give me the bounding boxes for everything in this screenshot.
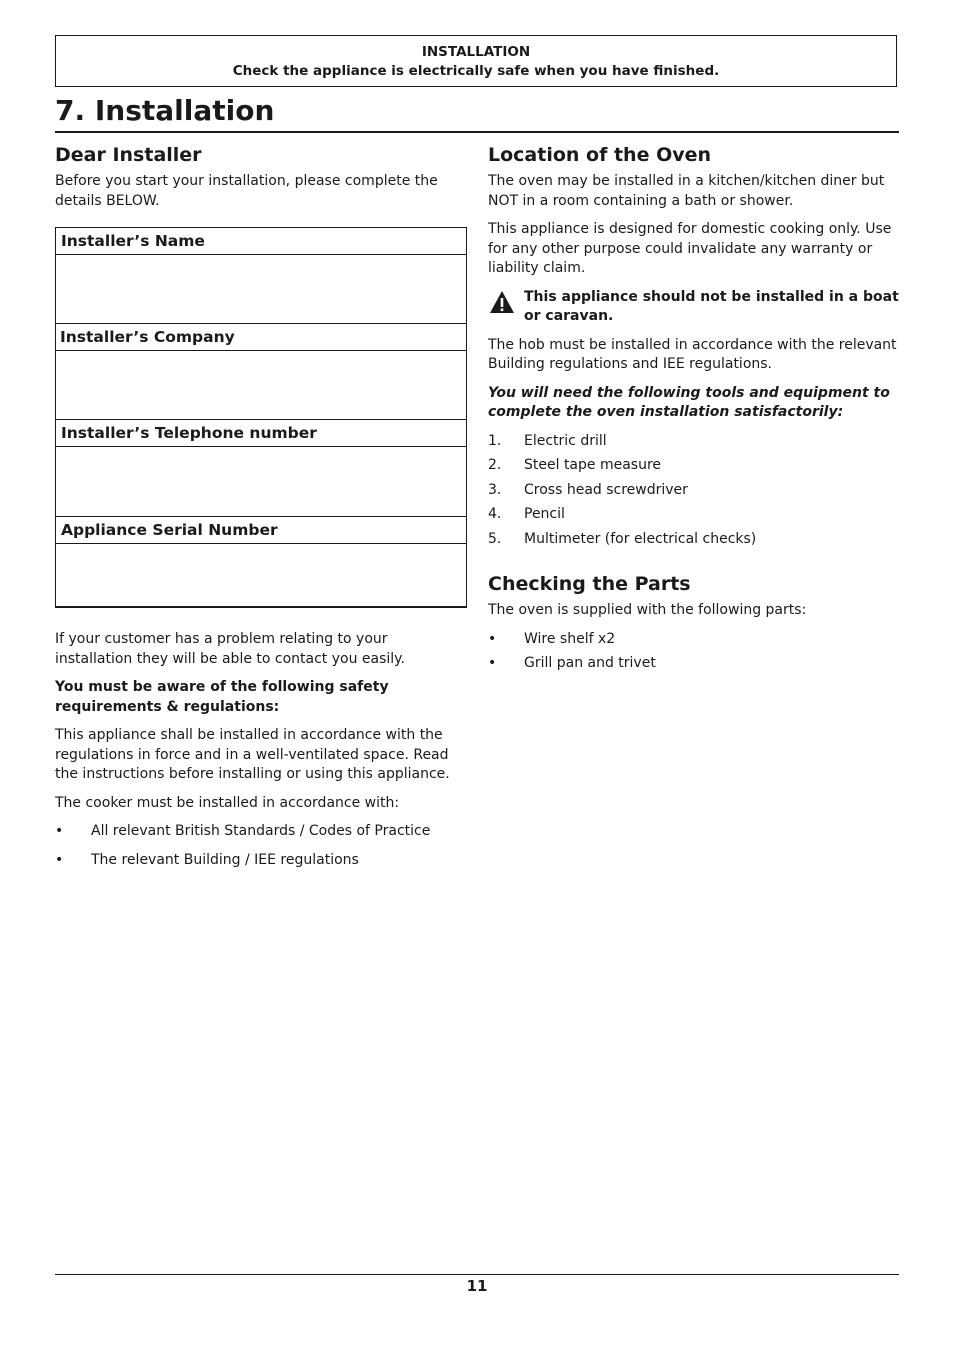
bullet-icon: • — [55, 823, 64, 839]
tools-intro: You will need the following tools and equipment to complete the oven installation satisfactorily: — [488, 384, 890, 420]
parts-list — [488, 630, 900, 674]
installer-telephone-field[interactable] — [56, 447, 466, 517]
banner-subtitle: Check the appliance is electrically safe when you have finished. — [232, 63, 720, 79]
domestic-use-paragraph: This appliance is designed for domestic cooking only. Use for any other purpose could invalidate any warranty or liability claim. — [488, 221, 892, 276]
installer-company-field[interactable] — [56, 351, 466, 420]
list-item: 5. Multimeter (for electrical checks) — [488, 530, 757, 547]
installer-details-form — [55, 227, 467, 608]
safety-heading: You must be aware of the following safety requirements & regulations: — [55, 679, 389, 715]
list-item: 4. Pencil — [488, 506, 565, 522]
checking-parts-heading: Checking the Parts — [488, 573, 691, 595]
tools-list — [488, 432, 900, 550]
safety-paragraph: This appliance shall be installed in accordance with the regulations in force and in a well-ventilated space. Read the instructions before installing or using this appliance. — [55, 727, 450, 782]
list-item: • The relevant Building / IEE regulations — [55, 851, 467, 871]
location-paragraph: The oven may be installed in a kitchen/kitchen diner but NOT in a room containing a bath or shower. — [488, 173, 885, 209]
parts-intro: The oven is supplied with the following parts: — [488, 602, 807, 618]
hob-paragraph: The hob must be installed in accordance with the relevant Building regulations and IEE regulations. — [488, 336, 897, 372]
warning-note — [488, 288, 900, 327]
list-item: • Wire shelf x2 — [488, 630, 900, 650]
location-heading: Location of the Oven — [488, 144, 712, 166]
regulations-list — [55, 822, 467, 870]
cooker-intro: The cooker must be installed in accordance with: — [55, 794, 400, 811]
installer-name-field[interactable] — [56, 255, 466, 324]
warning-triangle-icon — [489, 290, 515, 314]
installer-company-label: Installer’s Company — [56, 324, 466, 351]
bullet-icon: • — [55, 851, 64, 868]
serial-number-field[interactable] — [56, 544, 466, 606]
banner-title: INSTALLATION — [421, 44, 531, 60]
page-number: 11 — [466, 1277, 488, 1295]
list-item: • All relevant British Standards / Codes of Practice — [55, 822, 467, 842]
dear-installer-heading: Dear Installer — [55, 144, 202, 166]
list-item: • Grill pan and trivet — [488, 654, 900, 674]
intro-paragraph: Before you start your installation, please complete the details BELOW. — [55, 173, 438, 209]
bullet-icon: • — [488, 630, 497, 647]
list-item: 1. Electric drill — [488, 432, 607, 449]
contact-paragraph: If your customer has a problem relating to your installation they will be able to contact you easily. — [55, 631, 405, 667]
list-item: 3. Cross head screwdriver — [488, 481, 688, 498]
warning-text: This appliance should not be installed in a boat or caravan. — [524, 288, 899, 324]
footer-divider — [55, 1274, 899, 1275]
bullet-icon: • — [488, 655, 497, 671]
installer-name-label: Installer’s Name — [56, 228, 466, 255]
right-column — [488, 142, 900, 682]
serial-number-label: Appliance Serial Number — [56, 517, 466, 544]
left-column — [55, 142, 467, 878]
list-item: 2. Steel tape measure — [488, 457, 662, 473]
installer-telephone-label: Installer’s Telephone number — [56, 420, 466, 447]
page-title: 7. Installation — [55, 94, 899, 133]
header-banner — [55, 35, 897, 87]
